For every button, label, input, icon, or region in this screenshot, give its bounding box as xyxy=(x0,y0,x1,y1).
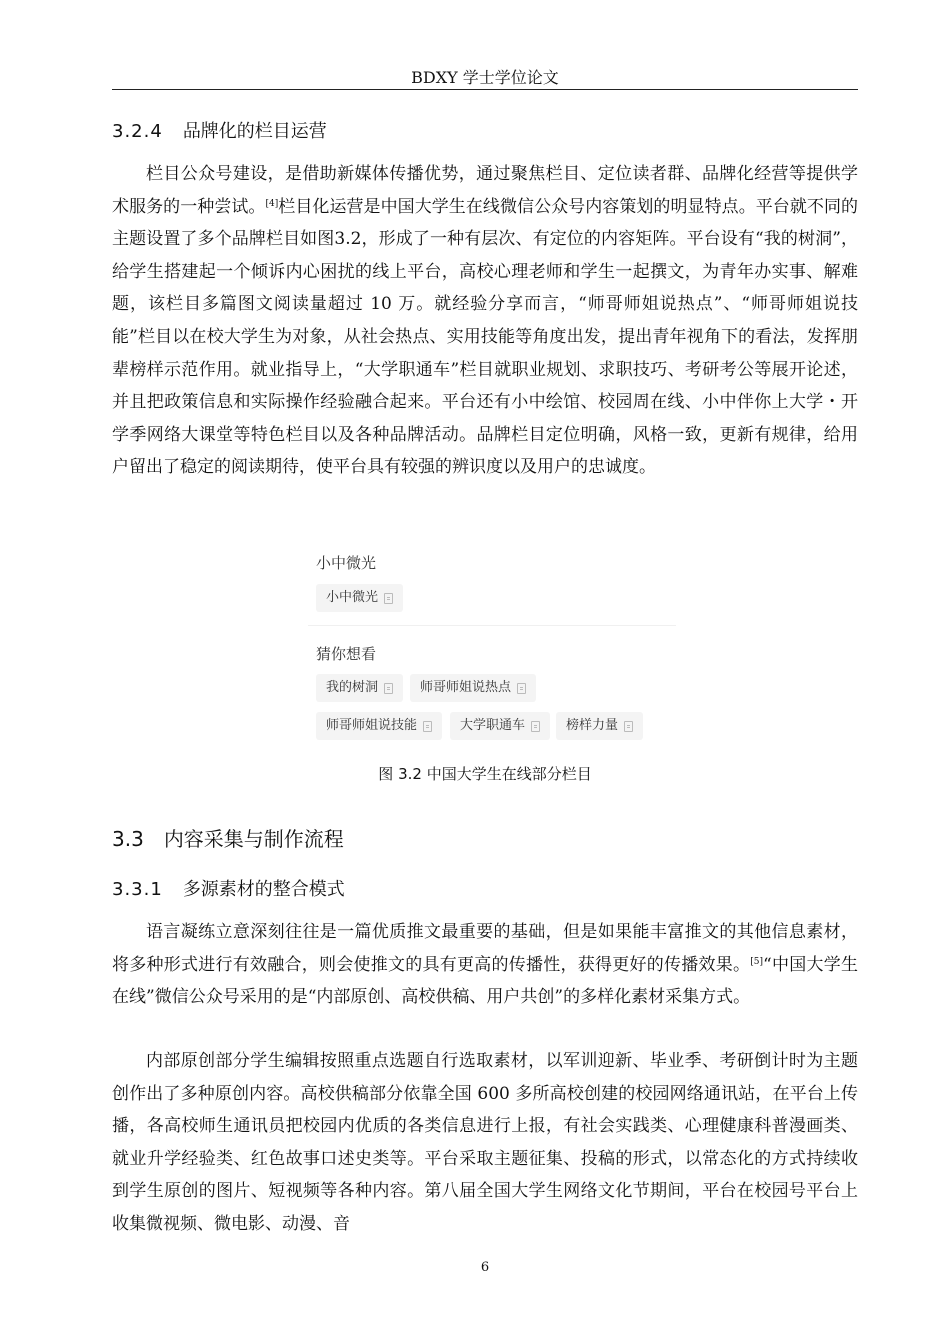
column-chip xyxy=(316,674,403,702)
paragraph-text: 栏目化运营是中国大学生在线微信公众号内容策划的明显特点。平台就不同的主题设置了多个品牌栏目如图3.2，形成了一种有层次、有定位的内容矩阵。平台设有“我的树洞”，给学生搭建起一个倾诉内心困扰的线上平台，高校心理老师和学生一起撰文，为青年办实事、解难题，该栏目多篇图文阅读量超过 10 万。就经验分享而言，“师哥师姐说热点”、“师哥师姐说技能”栏目以在校大学生为对象，从社会热点、实用技能等角度出发，提出青年视角下的看法，发挥朋辈榜样示范作用。就业指导上，“大学职通车”栏目就职业规划、求职技巧、考研考公等展开论述，并且把政策信息和实际操作经验融合起来。平台还有小中绘馆、校园周在线、小中伴你上大学・开学季网络大课堂等特色栏目以及各种品牌活动。品牌栏目定位明确，风格一致，更新有规律，给用户留出了稳定的阅读期待，使平台具有较强的辨识度以及用户的忠诚度。 xyxy=(112,196,859,478)
document-icon xyxy=(384,683,393,694)
citation-ref: [5] xyxy=(750,956,764,967)
section-number: 3.2.4 xyxy=(112,121,163,142)
document-icon xyxy=(517,683,526,694)
section-title: 品牌化的栏目运营 xyxy=(182,121,327,142)
chip-label: 师哥师姐说热点 xyxy=(420,680,512,695)
chip-label: 师哥师姐说技能 xyxy=(326,718,418,733)
page-header: BDXY 学士学位论文 xyxy=(411,68,559,87)
chip-label: 大学职通车 xyxy=(460,718,526,733)
chip-label: 小中微光 xyxy=(326,590,379,605)
header-rule xyxy=(112,89,858,90)
chip-label: 榜样力量 xyxy=(566,718,619,733)
page-number: 6 xyxy=(480,1260,490,1275)
paragraph-text: “中国大学生在线”微信公众号采用的是“内部原创、高校供稿、用户共创”的多样化素材采集方式。 xyxy=(112,954,858,1008)
column-chip xyxy=(450,712,550,740)
section-number: 3.3.1 xyxy=(112,879,163,900)
document-icon xyxy=(384,593,393,604)
body-paragraph-2 xyxy=(112,916,858,1014)
section-heading-3-3 xyxy=(112,826,344,852)
figure-caption: 图 3.2 中国大学生在线部分栏目 xyxy=(378,765,592,783)
citation-ref: [4] xyxy=(265,198,279,209)
document-icon xyxy=(423,721,432,732)
chip-label: 我的树洞 xyxy=(326,680,379,695)
section-title: 多源素材的整合模式 xyxy=(182,879,345,900)
figure-divider xyxy=(308,625,676,626)
column-chip xyxy=(316,712,442,740)
document-icon xyxy=(531,721,540,732)
figure-column-tags xyxy=(308,548,648,748)
section-number: 3.3 xyxy=(112,827,144,851)
column-chip xyxy=(410,674,536,702)
section-title: 内容采集与制作流程 xyxy=(163,827,344,851)
body-paragraph-1 xyxy=(112,158,858,484)
document-icon xyxy=(624,721,633,732)
section-heading-3-3-1 xyxy=(112,878,345,902)
column-chip xyxy=(316,584,403,612)
column-chip xyxy=(556,712,643,740)
paragraph-text: 栏目公众号建设，是借助新媒体传播优势，通过聚焦栏目、定位读者群、品牌化经营等提供学术服务的一种尝试。 xyxy=(112,164,858,217)
paragraph-text: 语言凝练立意深刻往往是一篇优质推文最重要的基础，但是如果能丰富推文的其他信息素材，将多种形式进行有效融合，则会使推文的具有更高的传播性，获得更好的传播效果。 xyxy=(112,922,858,975)
figure-group-title: 小中微光 xyxy=(316,554,377,572)
figure-group-title: 猜你想看 xyxy=(316,645,377,663)
body-paragraph-3: 内部原创部分学生编辑按照重点选题自行选取素材，以军训迎新、毕业季、考研倒计时为主题创作出了多种原创内容。高校供稿部分依靠全国 600 多所高校创建的校园网络通讯站，在平台上传播，各高校师生通讯员把校园内优质的各类信息进行上报，有社会实践类、心理健康科普漫画类、就业升学经验类、红色故事口述史类等。平台采取主题征集、投稿的形式，以常态化的方式持续收到学生原创的图片、短视频等各种内容。第八届全国大学生网络文化节期间，平台在校园号平台上收集微视频、微电影、动漫、音 xyxy=(112,1051,858,1234)
section-heading-3-2-4 xyxy=(112,120,327,144)
